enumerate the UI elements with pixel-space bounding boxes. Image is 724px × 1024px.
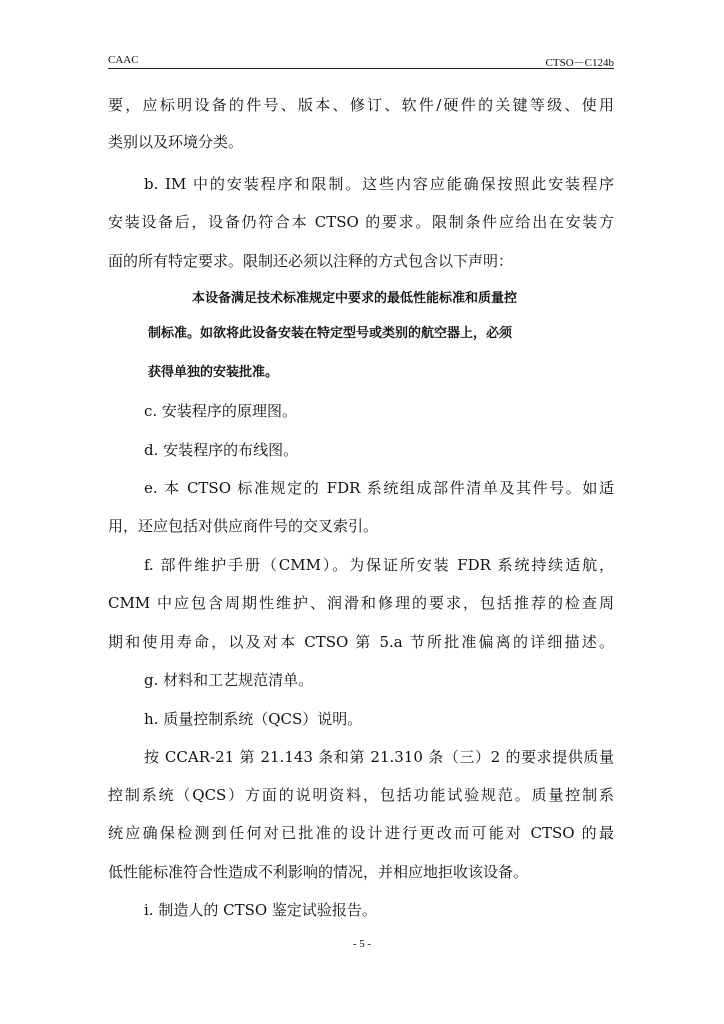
header-doc-number: CTSO－C124b: [545, 57, 614, 69]
note-line: 获得单独的安装批准。: [148, 365, 279, 380]
body-line: 面的所有特定要求。限制还必须以注释的方式包含以下声明：: [108, 252, 514, 270]
body-line: 用，还应包括对供应商件号的交叉索引。: [108, 517, 379, 535]
list-item-i: i. 制造人的 CTSO 鉴定试验报告。: [144, 901, 377, 919]
body-line: 类别以及环境分类。: [108, 133, 244, 151]
body-line: 统应确保检测到任何对已批准的设计进行更改而可能对 CTSO 的最: [108, 824, 614, 842]
note-line: 本设备满足技术标准规定中要求的最低性能标准和质量控: [192, 291, 518, 306]
body-line: f. 部件维护手册（CMM）。为保证所安装 FDR 系统持续适航，: [144, 556, 614, 574]
list-item-c: c. 安装程序的原理图。: [144, 402, 297, 420]
page-header: [108, 50, 614, 69]
body-line: 安装设备后，设备仍符合本 CTSO 的要求。限制条件应给出在安装方: [108, 213, 614, 231]
note-line: 制标准。如欲将此设备安装在特定型号或类别的航空器上，必须: [148, 326, 513, 341]
list-item-g: g. 材料和工艺规范清单。: [144, 671, 314, 689]
body-line: 期和使用寿命，以及对本 CTSO 第 5.a 节所批准偏离的详细描述。: [108, 633, 614, 651]
body-line: 要，应标明设备的件号、版本、修订、软件/硬件的关键等级、使用: [108, 96, 614, 114]
page-number: - 5 -: [352, 938, 372, 950]
list-item-h: h. 质量控制系统（QCS）说明。: [144, 710, 363, 728]
body-line: 按 CCAR-21 第 21.143 条和第 21.310 条（三）2 的要求提供质量: [144, 748, 614, 766]
header-org: CAAC: [108, 54, 139, 66]
list-item-d: d. 安装程序的布线图。: [144, 441, 299, 459]
body-line: 低性能标准符合性造成不利影响的情况，并相应地拒收该设备。: [108, 863, 529, 881]
body-line: e. 本 CTSO 标准规定的 FDR 系统组成部件清单及其件号。如适: [144, 479, 614, 497]
body-line: b. IM 中的安装程序和限制。这些内容应能确保按照此安装程序: [144, 175, 614, 193]
body-line: CMM 中应包含周期性维护、润滑和修理的要求，包括推荐的检查周: [108, 594, 614, 612]
body-line: 控制系统（QCS）方面的说明资料，包括功能试验规范。质量控制系: [108, 786, 614, 804]
